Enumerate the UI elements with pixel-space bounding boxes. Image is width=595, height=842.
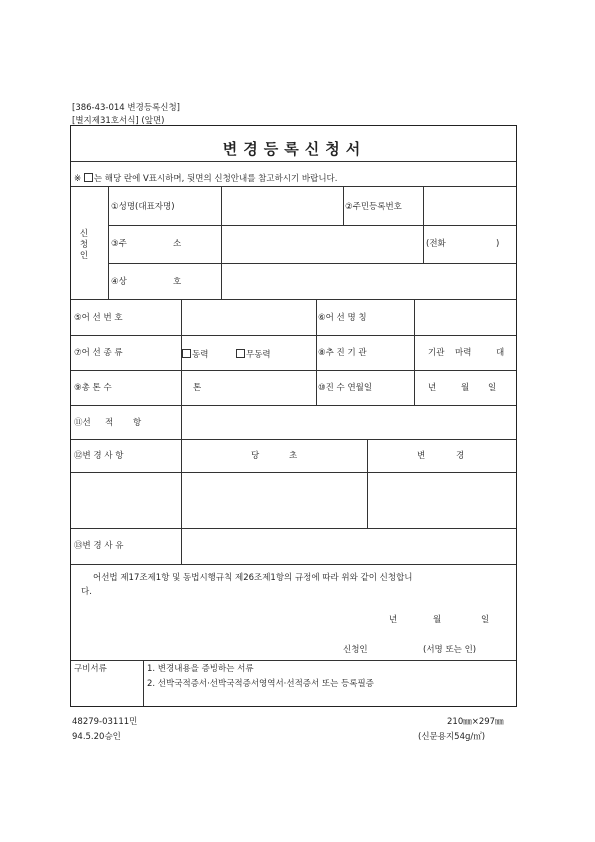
row-divider [71,528,516,529]
row-divider [71,335,516,336]
col-divider [143,660,144,706]
row-divider [71,472,516,473]
applicant-signature-label: 신청인 [343,645,368,655]
required-document-item: 1. 변경내용을 증빙하는 서류 [147,664,254,674]
launch-day-unit: 일 [488,383,497,393]
name-label: ①성명(대표자명) [111,202,175,212]
resident-number-label: ②주민등록번호 [345,202,402,212]
col-divider [343,186,344,225]
trade-name-label-start: ④상 [111,277,127,287]
application-form [70,125,517,707]
engine-unit: 기관 [428,348,445,358]
declaration-year-unit: 년 [389,615,398,625]
horsepower-unit: 마력 [455,348,472,358]
instruction-note [74,173,337,184]
original-label-start: 당 [251,451,260,461]
applicant-section-divider [71,299,516,300]
applicant-section-label: 신청인 [79,229,89,261]
change-items-label: ⑫변 경 사 항 [74,451,124,461]
phone-close: ) [496,239,500,249]
row-divider [108,263,516,264]
changed-label-start: 변 [417,451,426,461]
home-port-label-end: 항 [133,418,142,428]
tonnage-unit: 톤 [193,383,202,393]
home-port-label-start: ⑪선 [74,418,91,428]
engine-count-unit: 대 [496,348,505,358]
note-mark: ※ [74,174,82,184]
unpowered-checkbox[interactable] [236,349,245,358]
col-divider [414,299,415,405]
vessel-number-label: ⑤어 선 번 호 [74,313,123,323]
powered-option[interactable] [182,349,208,360]
unpowered-option[interactable] [236,349,271,360]
row-divider [108,225,516,226]
documents-divider [71,660,516,661]
row-divider [71,439,516,440]
propulsion-label: ⑧추 진 기 관 [318,348,367,358]
form-number-line: [별지제31호서식] (앞면) [72,116,165,126]
title-divider [71,161,516,162]
col-divider [108,186,109,299]
declaration-text-line1: 어선법 제17조제1항 및 동법시행규칙 제26조제1항의 규정에 따라 위와 같이 신청합니 [93,573,413,583]
changed-content-field[interactable] [369,474,514,526]
unpowered-label: 무동력 [246,350,271,360]
declaration-month-unit: 월 [433,615,442,625]
instruction-text: 는 해당 란에 V표시하며, 뒷면의 신청안내를 참고하시기 바랍니다. [93,174,338,184]
footer-paper-size: 210㎜×297㎜ [447,717,504,727]
col-divider [221,263,222,299]
row-divider [71,564,516,565]
changed-label-end: 경 [456,451,465,461]
original-content-field[interactable] [183,474,365,526]
row-divider [71,405,516,406]
checkbox-sample-icon [84,173,93,182]
launch-year-unit: 년 [428,383,437,393]
launch-date-label: ⑩진 수 연월일 [318,383,373,393]
col-divider [221,186,222,264]
phone-label: (전화 [426,239,446,249]
declaration-day-unit: 일 [481,615,490,625]
col-divider [316,299,317,405]
col-divider [423,225,424,263]
vessel-name-label: ⑥어 선 명 칭 [318,313,367,323]
row-divider [71,370,516,371]
col-divider [181,299,182,564]
footer-form-code: 48279-03111민 [72,717,138,727]
col-divider [367,439,368,528]
footer-paper-type: (신문용지54g/㎡) [418,732,486,742]
footer-approval-date: 94.5.20승인 [72,732,121,742]
trade-name-label-end: 호 [173,277,182,287]
launch-month-unit: 월 [461,383,470,393]
address-label-end: 소 [173,239,182,249]
powered-checkbox[interactable] [182,349,191,358]
instruction-divider [71,186,516,187]
original-label-end: 초 [289,451,298,461]
vessel-type-label: ⑦어 선 종 류 [74,348,123,358]
required-document-item: 2. 선박국적증서·선박국적증서영역서·선적증서 또는 등록필증 [147,679,374,689]
gross-tonnage-label: ⑨총 톤 수 [74,383,112,393]
form-title: 변경등록신청서 [222,140,367,158]
signature-or-seal-label: (서명 또는 인) [423,645,477,655]
required-documents-label: 구비서류 [74,664,107,674]
declaration-text-line2: 다. [81,587,92,597]
address-label-start: ③주 [111,239,127,249]
change-reason-label: ⑬변 경 사 유 [74,541,124,551]
form-code-line: [386-43-014 변경등록신청] [72,103,180,113]
powered-label: 동력 [192,350,209,360]
home-port-label-mid: 적 [105,418,114,428]
col-divider [423,186,424,225]
